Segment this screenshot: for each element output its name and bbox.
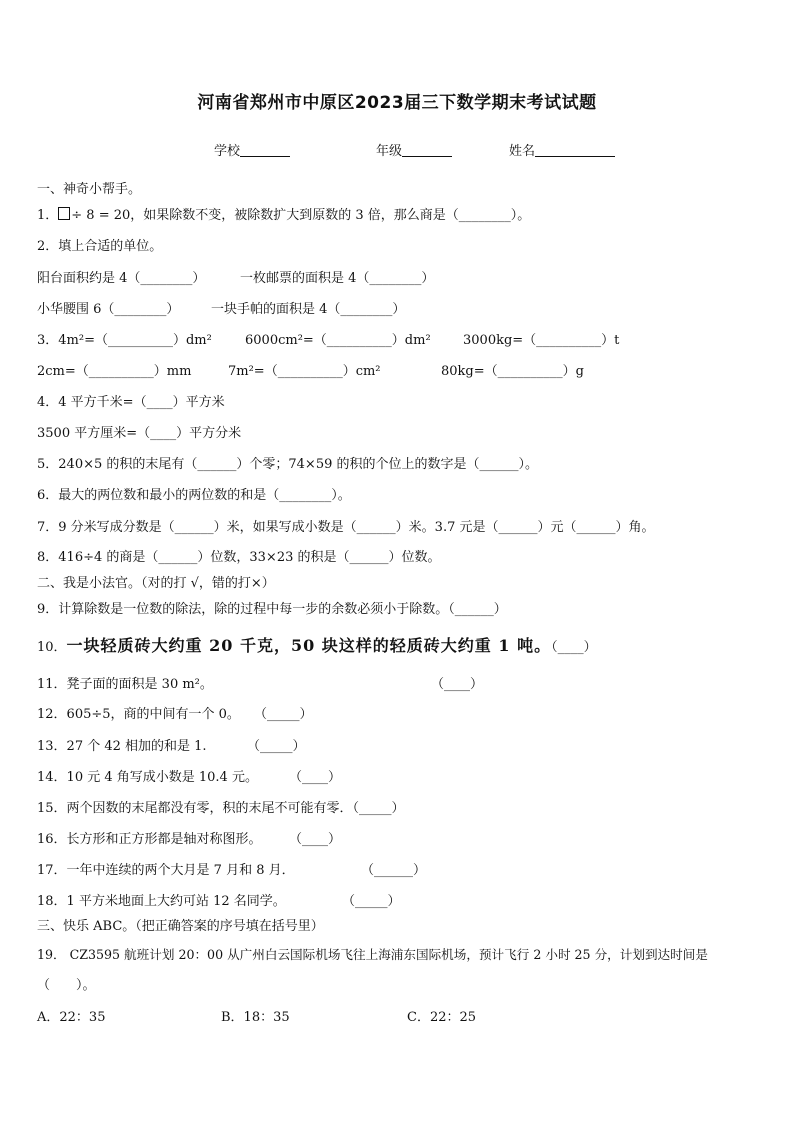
question-19-paren: （ ）。 [37, 978, 96, 993]
option-a: A．22：35 [37, 1010, 106, 1025]
question-16: 16．长方形和正方形都是轴对称图形。 [37, 832, 262, 847]
question-10-text: 一块轻质砖大约重 20 千克，50 块这样的轻质砖大约重 1 吨。 [66, 636, 552, 655]
question-14: 14．10 元 4 角写成小数是 10.4 元。 [37, 770, 258, 785]
option-c: C．22：25 [407, 1010, 477, 1025]
name-blank[interactable] [535, 142, 615, 157]
question-16-paren: （____） [289, 832, 342, 847]
question-8: 8．416÷4 的商是（______）位数，33×23 的积是（______）位数。 [37, 550, 441, 565]
question-12: 12．605÷5，商的中间有一个 0。 [37, 707, 240, 722]
question-10-number: 10． [37, 640, 67, 655]
question-3d: 2cm=（__________）mm [37, 364, 192, 379]
grade-field[interactable] [376, 140, 452, 159]
question-13-paren: （_____） [247, 739, 306, 754]
name-label: 姓名 [509, 144, 536, 159]
question-2a: 阳台面积约是 4（________） [37, 271, 206, 286]
school-label: 学校 [214, 144, 241, 159]
question-3b: 6000cm²=（__________）dm² [245, 333, 431, 348]
question-1 [37, 207, 530, 225]
section-3-heading: 三、快乐 ABC。（把正确答案的序号填在括号里） [37, 919, 324, 934]
option-b: B．18：35 [221, 1010, 290, 1025]
question-18: 18．1 平方米地面上大约可站 12 名同学。 [37, 894, 286, 909]
page-title: 河南省郑州市中原区2023届三下数学期末考试试题 [197, 93, 597, 113]
question-2b: 一枚邮票的面积是 4（________） [240, 271, 435, 286]
question-14-paren: （____） [289, 770, 342, 785]
question-17: 17．一年中连续的两个大月是 7 月和 8 月． [37, 863, 295, 878]
name-field[interactable] [509, 140, 615, 159]
question-9: 9．计算除数是一位数的除法，除的过程中每一步的余数必须小于除数。（______） [37, 602, 507, 617]
section-1-heading: 一、神奇小帮手。 [37, 182, 142, 197]
question-5: 5．240×5 的积的末尾有（______）个零；74×59 的积的个位上的数字是（______）。 [37, 457, 538, 472]
question-2d: 一块手帕的面积是 4（________） [211, 302, 406, 317]
question-12-paren: （_____） [254, 707, 313, 722]
question-1-text: ÷ 8 = 20，如果除数不变，被除数扩大到原数的 3 倍，那么商是（________）。 [71, 208, 531, 223]
school-blank[interactable] [240, 142, 290, 157]
section-2-heading: 二、我是小法官。（对的打 √，错的打×） [37, 576, 275, 591]
question-11: 11．凳子面的面积是 30 m²。 [37, 677, 213, 692]
question-4a: 4．4 平方千米=（____）平方米 [37, 395, 225, 410]
question-19: 19． CZ3595 航班计划 20：00 从广州白云国际机场飞往上海浦东国际机场，预计飞行 2 小时 25 分，计划到达时间是 [37, 947, 708, 962]
question-17-paren: （______） [361, 863, 427, 878]
blank-square-icon [58, 207, 70, 220]
grade-label: 年级 [376, 144, 403, 159]
question-3c: 3000kg=（__________）t [463, 333, 620, 348]
question-7: 7．9 分米写成分数是（______）米，如果写成小数是（______）米。3.7 元是（______）元（______）角。 [37, 520, 655, 535]
question-6: 6．最大的两位数和最小的两位数的和是（________）。 [37, 488, 351, 503]
question-1-number: 1． [37, 208, 59, 223]
question-10-paren: （____） [551, 640, 597, 655]
question-3f: 80kg=（__________）g [441, 364, 584, 379]
school-field[interactable] [214, 140, 290, 159]
question-3a: 3．4m²=（__________）dm² [37, 333, 212, 348]
question-4b: 3500 平方厘米=（____）平方分米 [37, 426, 242, 441]
question-2: 2．填上合适的单位。 [37, 239, 163, 254]
question-15: 15．两个因数的末尾都没有零，积的末尾不可能有零．（_____） [37, 801, 405, 816]
question-11-paren: （____） [431, 677, 484, 692]
question-3e: 7m²=（__________）cm² [228, 364, 381, 379]
question-2c: 小华腰围 6（________） [37, 302, 180, 317]
question-13: 13．27 个 42 相加的和是 1. [37, 739, 207, 754]
question-10 [37, 637, 597, 657]
grade-blank[interactable] [402, 142, 452, 157]
question-18-paren: （_____） [342, 894, 401, 909]
